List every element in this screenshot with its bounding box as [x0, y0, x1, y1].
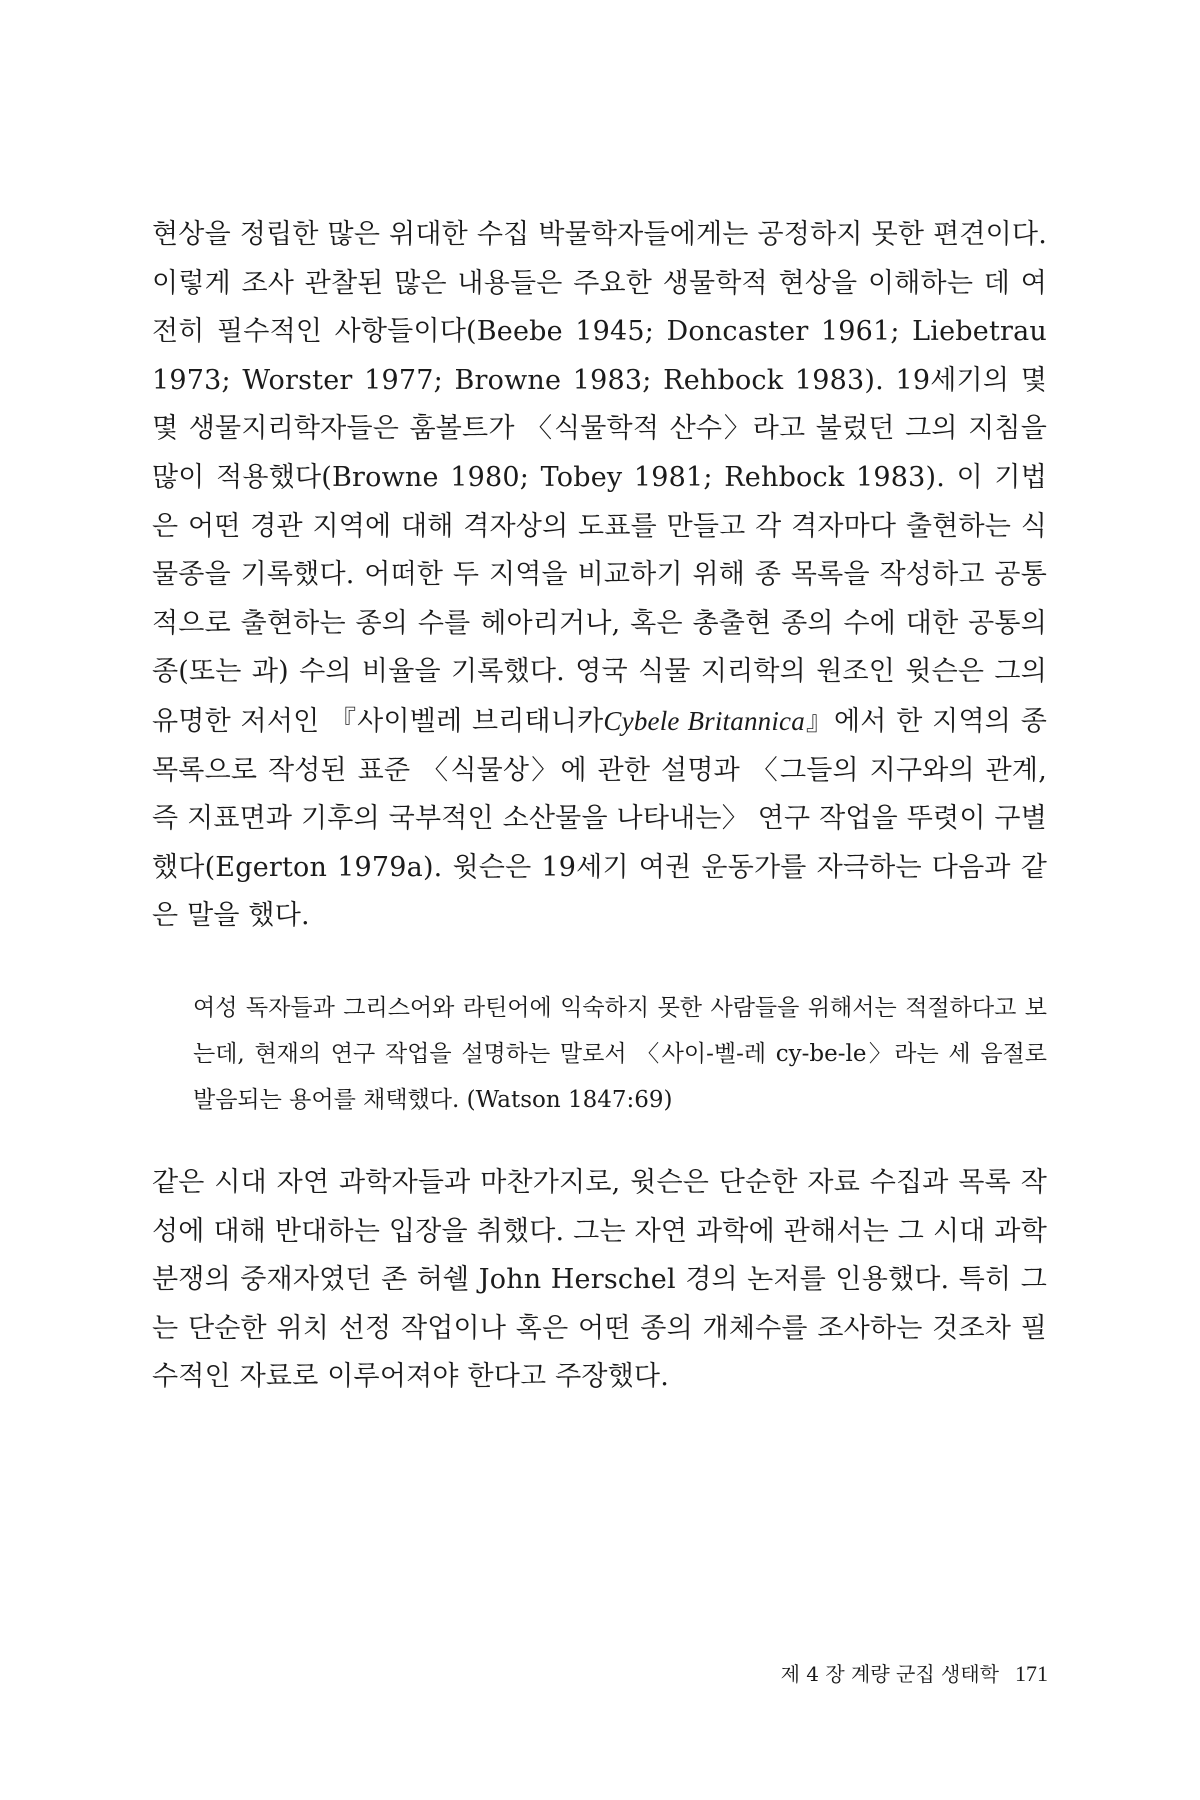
paragraph-1-text-a: 현상을 정립한 많은 위대한 수집 박물학자들에게는 공정하지 못한 편견이다. 이렇게 조사 관찰된 많은 내용들은 주요한 생물학적 현상을 이해하는 데 여전히 필수적인 사항들이다(Beebe 1945; Doncaster 1961; Liebetrau 1973; Worster 1977; Browne 1983; Rehbock 1983). 19세기의 몇몇 생물지리학자들은 훔볼트가 〈식물학적 산수〉라고 불렀던 그의 지침을 많이 적용했다(Browne 1980; Tobey 1981; Rehbock 1983). 이 기법은 어떤 경관 지역에 대해 격자상의 도표를 만들고 각 격자마다 출현하는 식물종을 기록했다. 어떠한 두 지역을 비교하기 위해 종 목록을 작성하고 공통적으로 출현하는 종의 수를 헤아리거나, 혹은 총출현 종의 수에 대한 공통의 종(또는 과) 수의 비율을 기록했다. 영국 식물 지리학의 원조인 윗슨은 그의 유명한 저서인 『사이벨레 브리태니카: [152, 219, 1047, 737]
body-paragraph-1: [152, 211, 1047, 941]
italic-book-title: Cybele Britannica: [603, 705, 805, 736]
page-footer: [781, 1658, 1048, 1687]
page-number: 171: [1015, 1661, 1048, 1686]
paragraph-1-text-b: 』에서 한 지역의 종 목록으로 작성된 표준 〈식물상〉에 관한 설명과 〈그들의 지구와의 관계, 즉 지표면과 기후의 국부적인 소산물을 나타내는〉 연구 작업을 뚜렷이 구별했다(Egerton 1979a). 윗슨은 19세기 여권 운동가를 자극하는 다음과 같은 말을 했다.: [152, 705, 1047, 932]
chapter-title: 제 4 장 계량 군집 생태학: [780, 1662, 999, 1686]
body-paragraph-2: 같은 시대 자연 과학자들과 마찬가지로, 윗슨은 단순한 자료 수집과 목록 작성에 대해 반대하는 입장을 취했다. 그는 자연 과학에 관해서는 그 시대 과학 분쟁의 중재자였던 존 허쉘 John Herschel 경의 논저를 인용했다. 특히 그는 단순한 위치 선정 작업이나 혹은 어떤 종의 개체수를 조사하는 것조차 필수적인 자료로 이루어져야 한다고 주장했다.: [152, 1167, 1047, 1393]
block-quote: 여성 독자들과 그리스어와 라틴어에 익숙하지 못한 사람들을 위해서는 적절하다고 보는데, 현재의 연구 작업을 설명하는 말로서 〈사이-벨-레 cy-be-le〉라는 세 음절로 발음되는 용어를 채택했다. (Watson 1847:69): [193, 995, 1047, 1113]
